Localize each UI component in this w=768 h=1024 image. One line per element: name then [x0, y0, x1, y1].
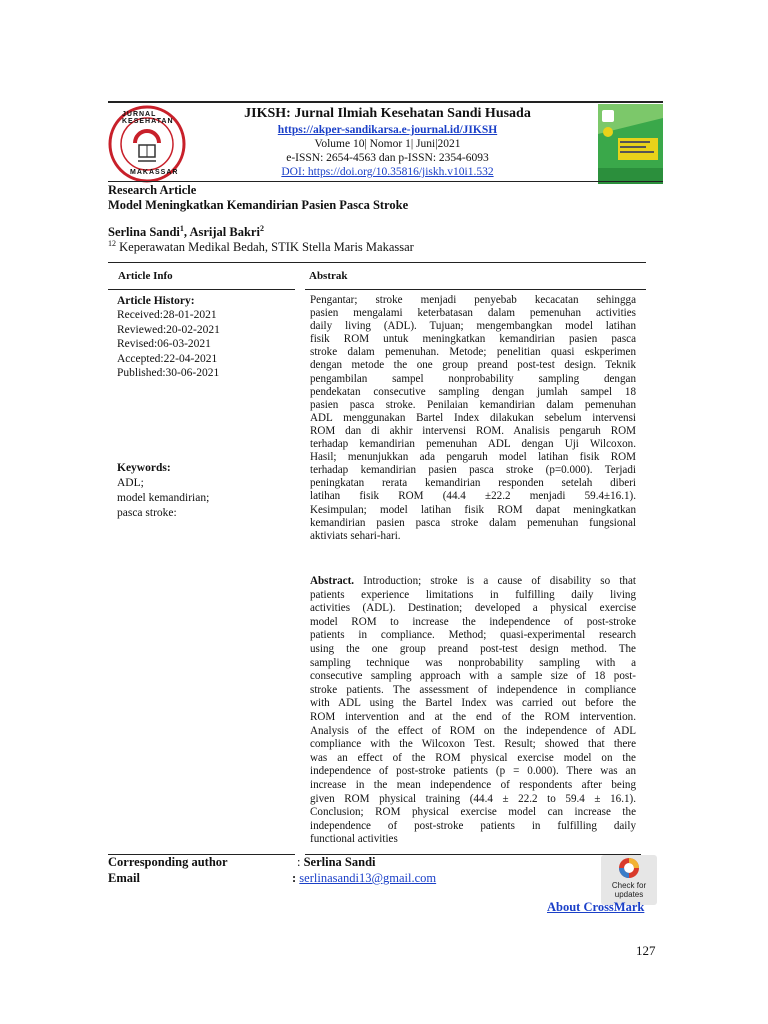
abstract-line — [310, 752, 636, 766]
abstract-line-text: terhadap kemandirian pasien pasca stroke (p=0.000). Terjadi — [310, 464, 636, 477]
abstract-line-text: independence of post-stroke patients in fulfilling daily — [310, 819, 636, 832]
abstract-line-text: Hasil; menunjukkan ada pengaruh model latihan fisik ROM — [310, 451, 636, 464]
author-1: Serlina Sandi — [108, 225, 180, 240]
abstract-line — [310, 359, 636, 372]
article-title: Model Meningkatkan Kemandirian Pasien Pasca Stroke — [108, 198, 409, 212]
journal-title: JIKSH: Jurnal Ilmiah Kesehatan Sandi Husada — [244, 106, 531, 121]
article-type: Research Article — [108, 183, 197, 197]
abstract-line-text: ROM dan di akhir intervensi ROM. Analisis pengaruh ROM — [310, 424, 636, 437]
abstract-line — [310, 399, 636, 412]
about-crossmark-line — [547, 900, 644, 915]
abstrak-text — [310, 294, 636, 543]
journal-logo-left — [108, 105, 186, 183]
abstract-line-text: pengambilan sampel nonprobability sampling dengan — [310, 372, 636, 385]
abstract-line — [310, 373, 636, 386]
header-top-rule — [108, 101, 663, 103]
article-history-label: Article History: — [117, 295, 195, 307]
abstract-line-text: peningkatan rerata kemandirian responden setelah diberi — [310, 477, 636, 490]
about-crossmark-link[interactable]: About CrossMark — [547, 900, 645, 914]
author-2: , Asrijal Bakri — [183, 225, 260, 240]
abstract-line — [310, 386, 636, 399]
abstract-line-text: Analysis of the effect of ROM on the independence of ADL — [310, 724, 636, 737]
abstract-line-text: functional activities — [310, 833, 398, 846]
keywords-block — [117, 461, 209, 521]
crossmark-icon — [618, 857, 640, 879]
abstract-line — [310, 425, 636, 438]
doi-link[interactable]: DOI: https://doi.org/10.35816/jiskh.v10i1.532 — [281, 166, 494, 178]
abstract-line-text: independence of post-stroke patients (p = 0.000). There was an — [310, 765, 636, 778]
abstract-line — [310, 657, 636, 671]
abstract-line — [310, 738, 636, 752]
abstract-line-text: patients in compliance. Method; quasi-experimental research — [310, 629, 636, 642]
abstract-line — [310, 504, 636, 517]
article-authors — [108, 224, 264, 240]
keyword-item: model kemandirian; — [117, 492, 210, 504]
journal-cover-image — [598, 104, 663, 184]
abstract-line-text: was an effect of the ROM physical exercise model on the — [310, 751, 636, 764]
abstract-line-text: using the one group preand post-test design method. The — [310, 642, 636, 655]
abstract-line — [310, 793, 636, 807]
author-1-sup: 1 — [179, 224, 184, 233]
logo-left-text-top: JURNAL KESEHATAN — [122, 111, 174, 125]
abstract-line-text: daily living (ADL). Tujuan; mengembangkan model latihan — [310, 320, 636, 333]
abstract-line-text: Introduction; stroke is a cause of disability so that — [354, 575, 636, 587]
abstract-line — [310, 806, 636, 820]
abstract-line-text: terhadap kemandirian pemenuhan ADL dengan Uji Wilcoxon. — [310, 438, 636, 451]
affiliation-text: Keperawatan Medikal Bedah, STIK Stella Maris Makassar — [116, 240, 414, 255]
author-2-sup: 2 — [259, 224, 264, 233]
abstract-line — [310, 451, 636, 464]
abstract-line — [310, 833, 636, 847]
history-reviewed: Reviewed:20-02-2021 — [117, 323, 220, 336]
abstract-line — [310, 575, 636, 589]
abstract-line-text: pasien pasca stroke. Penilaian kemandirian dalam pemenuhan — [310, 398, 636, 411]
abstract-line — [310, 346, 636, 359]
abstract-line — [310, 725, 636, 739]
abstract-line — [310, 684, 636, 698]
abstract-line-text: kemandirian pasien pasca stroke dalam pemenuhan fungsional — [310, 516, 636, 529]
history-received: Received:28-01-2021 — [117, 309, 217, 322]
abstract-line-text: ADL menggunakan Bartel Index dilakukan sebelum intervensi — [310, 411, 636, 424]
abstract-line — [310, 333, 636, 346]
journal-url-link[interactable]: https://akper-sandikarsa.e-journal.id/JIKSH — [277, 124, 498, 136]
abstract-line — [310, 412, 636, 425]
journal-issn: e-ISSN: 2654-4563 dan p-ISSN: 2354-6093 — [286, 152, 489, 164]
abstract-line-text: stroke patients. The assessment of independence in compliance — [310, 683, 636, 696]
journal-volume: Volume 10| Nomor 1| Juni|2021 — [314, 138, 461, 150]
abstract-line-text: compliance with the Wilcoxon Test. Result; showed that there — [310, 738, 636, 751]
abstract-line-text: sampling technique was nonprobability sampling with a — [310, 656, 636, 669]
abstract-line-text: model ROM to increase the independence of post-stroke — [310, 615, 636, 628]
abstract-line — [310, 765, 636, 779]
abstract-line-text: ROM intervention and at the end of the ROM intervention. — [310, 710, 636, 723]
crossmark-badge[interactable] — [601, 855, 657, 905]
crossmark-badge-text: Check for updates — [611, 881, 647, 899]
abstract-line — [310, 670, 636, 684]
abstract-line-text: given ROM physical training (44.4 ± 22.2 to 59.4 ± 16.1). — [310, 792, 636, 805]
abstract-line — [310, 464, 636, 477]
corresponding-author-name: Serlina Sandi — [303, 855, 376, 869]
abstract-line — [310, 820, 636, 834]
corr-colon: : — [297, 855, 304, 869]
abstract-line-text: stroke dalam pemenuhan. Metode; penelitian quasi eskperimen — [310, 346, 636, 359]
abstract-line — [310, 438, 636, 451]
abstract-line — [310, 589, 636, 603]
abstract-line-text: pendekatan consecutive sampling dengan jumlah sampel 18 — [310, 385, 636, 398]
abstract-line-text: fisik ROM untuk meningkatkan kemandirian pasien pasca — [310, 333, 636, 346]
abstract-line-text: increase in the mean independence of respondents after being — [310, 778, 636, 791]
abstract-label: Abstract. — [310, 575, 355, 587]
abstract-line — [310, 477, 636, 490]
abstract-line-text: with ADL using the Bartel Index was carried out before the — [310, 697, 636, 710]
abstract-line — [310, 779, 636, 793]
abstract-line — [310, 629, 636, 643]
keyword-item: ADL; — [117, 477, 144, 489]
abstract-line — [310, 711, 636, 725]
keyword-item: pasca stroke: — [117, 507, 177, 519]
table-header-rule-right — [305, 289, 646, 290]
abstract-line — [310, 320, 636, 333]
keywords-label: Keywords: — [117, 462, 171, 474]
abstract-line — [310, 697, 636, 711]
table-header-rule-left — [108, 289, 295, 290]
corresponding-author-label: Corresponding author — [108, 855, 228, 869]
abstract-line — [310, 616, 636, 630]
affiliation-sup: 12 — [108, 239, 116, 248]
article-info-header: Article Info — [118, 270, 173, 282]
abstract-line-text: aktiviats sehari-hari. — [310, 529, 401, 542]
abstract-line-text: Kesimpulan; model latihan fisik ROM dapat meningkatkan — [310, 503, 636, 516]
history-revised: Revised:06-03-2021 — [117, 338, 211, 351]
history-published: Published:30-06-2021 — [117, 367, 220, 380]
abstract-text — [310, 575, 636, 847]
abstract-line — [310, 517, 636, 530]
page-number: 127 — [636, 943, 656, 958]
abstract-line-text: patients experience limitations in fulfilling daily living — [310, 588, 636, 601]
abstract-line-text: latihan fisik ROM (44.4 ±22.2 menjadi 59.4±16.1). — [310, 490, 636, 503]
abstract-line-text: pasien mengalami keterbatasan dalam pemenuhan activities — [310, 307, 636, 320]
email-label: Email — [108, 871, 140, 885]
abstrak-header: Abstrak — [309, 270, 348, 282]
corresponding-author-value — [297, 855, 376, 870]
abstract-line-text: activities (ADL). Destination; developed a physical exercise — [310, 602, 636, 615]
abstract-line-text: Conclusion; ROM physical exercise model can increase the — [310, 806, 636, 819]
abstract-line — [310, 602, 636, 616]
journal-doi-line — [190, 166, 585, 178]
abstract-line — [310, 307, 636, 320]
email-value — [292, 871, 436, 886]
abstract-line-text: dengan metode the one group preand post-test design. Teknik — [310, 359, 636, 372]
abstract-line-text: consecutive sampling approach with a sample size of 18 post- — [310, 670, 636, 683]
table-top-rule — [108, 262, 646, 263]
abstract-line — [310, 530, 636, 543]
abstract-line — [310, 643, 636, 657]
logo-left-text-bottom: MAKASSAR — [130, 169, 179, 176]
header-bottom-rule — [108, 181, 663, 182]
article-affiliation — [108, 239, 414, 255]
email-colon: : — [292, 871, 300, 885]
abstract-line — [310, 294, 636, 307]
journal-url-line — [190, 124, 585, 136]
email-link[interactable]: serlinasandi13@gmail.com — [299, 871, 437, 885]
abstract-line — [310, 490, 636, 503]
article-history-block — [117, 294, 220, 380]
abstract-line-text: Pengantar; stroke menjadi penyebab kecacatan sehingga — [310, 294, 636, 306]
history-accepted: Accepted:22-04-2021 — [117, 352, 218, 365]
